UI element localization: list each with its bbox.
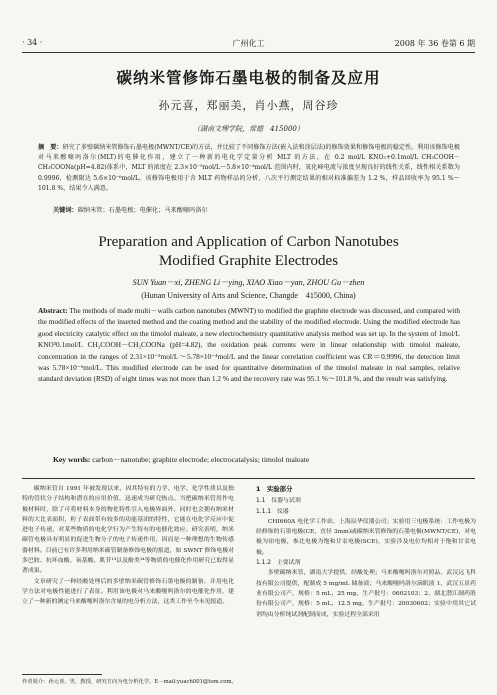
authors-en: SUN Yuan－xi, ZHENG Li－ying, XIAO Xiao－yan, ZHOU Gu－zhen (132, 278, 365, 287)
abstract-cn-text: 研究了多壁碳纳米管修饰石墨电极(MWNT/CE)的方法，并比较了不同修饰方法(嵌入法和涂层法)的修饰效果和修饰电极的稳定性。利用该修饰电极对马来酸噻吗洛尔(MLT)的电催化作用，建立了一种新的电化学定量分析 MLT 的方法。在 0.2 mol/L KNO₃+0.1mol/L CH₃COOH－CH₃COONa(pH=4.82)体系中，MLT 的浓度在 2.3×10⁻⁵mol/L～5.8×10⁻⁴mol/L 范围内时，氧化峰电流与浓度呈现良好的线性关系，线性相关系数为 0.9996，检测限达 5.6×10⁻⁶mol/L。该修饰电极用于含 MLT 药物样品的分析，八次平行测定结果的相对标准偏差为 1.2 %，样品回收率为 95.1 %～101.8 %，结果令人满意。 (38, 144, 461, 192)
intro-paragraph-1: 碳纳米管自 1991 年被发现以来，因其特有的力学、电学、化学性质以及独特的管状分子结构和潜在的应用价值，迅速成为研究热点。当把碳纳米管用作电极材料时，除了可将材料本身的物化特性引入电极界面外，同时也会拥有纳米材料的大比表面积，粒子表面带有较多的功能基团的特性，它能在电化学反应中促进电子传递，对某些物质的电化学行为产生特有的电催化效应。研究表明，纳米碳管电极具有明显的促进生物分子的电子传递作用，因而是一种理想的生物传感器材料。目前已有许多利用纳米碳管制备修饰电极的报道，如 SWNT 修饰电极对多巴胺、抗坏血酸、氧基酸、肌苷¹³以及酚类¹⁴等物质的电催化作用研究已取得显著成果。 (22, 486, 234, 575)
journal-issue: 2008 年 36 卷第 6 期 (394, 39, 475, 48)
subsection-heading-instruments-reagents: 1.1 仪器与试剂 (256, 498, 301, 505)
header-rule (22, 52, 475, 53)
authors-cn: 孙元喜，郑丽美，肖小燕，周谷珍 (158, 99, 339, 112)
subsection-heading-reagents: 1.1.2 主要试剂 (256, 560, 301, 567)
subsection-heading-instruments: 1.1.1 仪器 (256, 508, 289, 515)
abstract-cn (38, 143, 460, 194)
keywords-cn-text: 碳纳米管；石墨电极；电催化；马来酸噻吗洛尔 (77, 207, 208, 214)
keywords-en-label: Key words: (53, 455, 91, 464)
title-en-line1: Preparation and Application of Carbon Nanotubes (98, 234, 399, 250)
title-en-line2: Modified Graphite Electrodes (158, 253, 339, 269)
section-heading-experimental: 1 实验部分 (256, 485, 293, 493)
body-right-column (256, 484, 476, 620)
journal-name: 广州化工 (232, 39, 265, 48)
title-en (0, 233, 497, 271)
footnote-rule (22, 674, 102, 675)
body-rule (22, 478, 475, 479)
abstract-en (38, 305, 460, 385)
author-footnote: 作者简介：孙元喜，男，教授，研究方向为电分析化学。E－mail:yuach001@tom.com。 (22, 679, 237, 685)
abstract-cn-label: 摘 要： (38, 144, 63, 151)
keywords-en-text: carbon－nanotube; graphite electrode; electrocatalysis; timolol maleate (92, 455, 310, 464)
instruments-paragraph: CHI660A 电化学工作站，上海辰华仪器公司；实验用三电极系统：工作电极为经修饰的石墨电极(CE，直径 3mm)或碳纳米管修饰的石墨电极(MWNT/CE)，对电极为铂电极，参比电极为饱和甘汞电极(SCE)，实验涉及电位均相对于饱和甘汞电极。 (256, 518, 476, 556)
affiliation-en: (Hunan University of Arts and Science, Changde 415000, China) (141, 291, 356, 300)
reagents-paragraph: 多壁碳纳米管，湖南大学提供，经酸处理；马来酸噻吗洛尔对照品，武汉远飞科技有限公司提供，配制成 5 mg/mL 储备液；马来酸噻吗洛尔滴眼液 1，武汉五景药业有限公司产，规格：5 mL，25 mg，生产批号：0602103；2，湖北潜江制药股份有限公司产，规格：5 mL，12.5 mg，生产批号：20030602；实验中用其它试剂均由分析纯试剂配制而成，实验过程全部采用 (256, 570, 476, 618)
intro-paragraph-2: 文章研究了一种经酸处理后的多壁纳米碳管修饰石墨电极的制备，并用电化学方法对电极性能进行了表征。利用该电极对马来酸噻吗洛尔的电催化作用，建立了一种新的测定马来酸噻吗洛尔含量的电分析方法，这类工作至今未见报道。 (22, 578, 234, 606)
body-left-column (22, 484, 234, 608)
keywords-en (53, 454, 463, 465)
running-header (22, 38, 475, 52)
keywords-cn-label: 关键词： (53, 207, 78, 214)
keywords-cn (53, 205, 463, 214)
abstract-en-label: Abstract: (38, 306, 68, 315)
abstract-en-text: The methods of made multi－walls carbon nanotubes (MWNT) to modified the graphite electrode was discussed, and compared with the modified effects of the inserted method and the coating method and the stability of the modified electrode. Using the modified electrode has good electricity catalytic effect on the timolol maleate, a new electrochemistry quantitative analysis method was set up. In the system of 1mol/L KNO³0.1mol/L CH₃COOH－CH₃COONa (pH=4.82), the oxidation peak currents were in linear relationship with timolol maleate, concentration in the ranges of 2.31×10⁻⁵mol/L～5.78×10⁻⁴mol/L and the linear correlation coefficient was CR＝0.9996, the detection limit was 5.78×10⁻⁶mol/L. This modified electrode can be used for quantitative determination of the timolol maleate in real samples, relative standard deviation (RSD) of eight times was not more than 1.2 % and the recovery rate was 95.1 %～101.8 %, and the result was satisfying. (38, 306, 460, 384)
page-title: 碳纳米管修饰石墨电极的制备及应用 (116, 68, 381, 87)
affiliation-cn: （湖南文理学院，常德 415000） (193, 125, 304, 133)
page-number: · 34 · (22, 38, 43, 47)
